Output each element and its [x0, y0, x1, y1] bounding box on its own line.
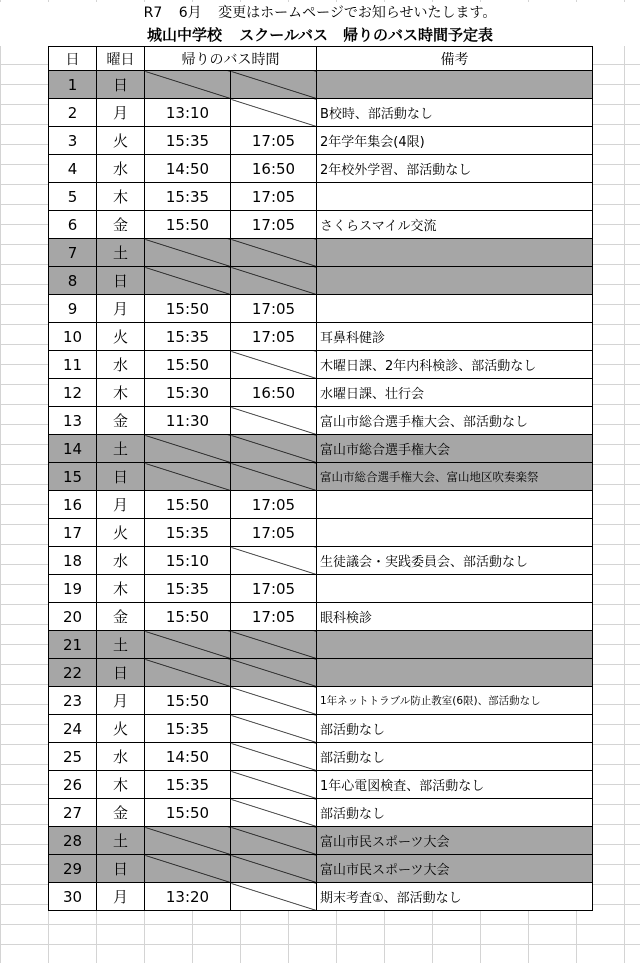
bus-time-1-cell: [145, 827, 231, 855]
bus-time-2-cell: [231, 99, 317, 127]
bus-time-2-cell: [231, 771, 317, 799]
header-notes: 備考: [317, 47, 593, 71]
note-cell: B校時、部活動なし: [317, 99, 593, 127]
weekday-cell: 金: [97, 603, 145, 631]
notice-month: 6月: [178, 5, 202, 21]
note-cell: [317, 575, 593, 603]
table-row: [49, 603, 593, 631]
notice-line: [0, 2, 640, 24]
bus-time-1-cell: 15:50: [145, 687, 231, 715]
day-cell: 21: [49, 631, 97, 659]
table-row: [49, 267, 593, 295]
table-row: [49, 519, 593, 547]
table-row: [49, 575, 593, 603]
bus-time-1-cell: 15:50: [145, 799, 231, 827]
note-cell: 耳鼻科健診: [317, 323, 593, 351]
weekday-cell: 木: [97, 575, 145, 603]
weekday-cell: 水: [97, 351, 145, 379]
bus-time-1-cell: 15:35: [145, 575, 231, 603]
note-cell: 富山市総合選手権大会: [317, 435, 593, 463]
day-cell: 29: [49, 855, 97, 883]
bus-time-1-cell: [145, 659, 231, 687]
bus-time-1-cell: 15:50: [145, 351, 231, 379]
day-cell: 20: [49, 603, 97, 631]
table-row: [49, 323, 593, 351]
table-row: [49, 743, 593, 771]
bus-time-1-cell: 15:35: [145, 323, 231, 351]
bus-time-1-cell: [145, 435, 231, 463]
day-cell: 6: [49, 211, 97, 239]
bus-time-2-cell: [231, 351, 317, 379]
weekday-cell: 土: [97, 435, 145, 463]
note-cell: 2年学年集会(4限): [317, 127, 593, 155]
day-cell: 27: [49, 799, 97, 827]
table-row: [49, 631, 593, 659]
bus-time-2-cell: [231, 631, 317, 659]
note-cell: [317, 659, 593, 687]
weekday-cell: 金: [97, 799, 145, 827]
day-cell: 17: [49, 519, 97, 547]
note-cell: 富山市総合選手権大会、富山地区吹奏楽祭: [317, 463, 593, 491]
bus-time-1-cell: 15:35: [145, 771, 231, 799]
table-row: [49, 155, 593, 183]
page-title: [0, 24, 640, 46]
title-school: 城山中学校: [147, 26, 223, 44]
table-row: [49, 659, 593, 687]
day-cell: 3: [49, 127, 97, 155]
table-row: [49, 183, 593, 211]
table-row: [49, 827, 593, 855]
day-cell: 19: [49, 575, 97, 603]
note-cell: 生徒議会・実践委員会、部活動なし: [317, 547, 593, 575]
bus-time-1-cell: 15:35: [145, 127, 231, 155]
weekday-cell: 月: [97, 491, 145, 519]
bus-time-1-cell: 15:35: [145, 519, 231, 547]
bus-time-2-cell: 17:05: [231, 211, 317, 239]
weekday-cell: 水: [97, 743, 145, 771]
table-row: [49, 99, 593, 127]
weekday-cell: 月: [97, 883, 145, 911]
bus-time-1-cell: [145, 631, 231, 659]
note-cell: 1年ネットトラブル防止教室(6限)、部活動なし: [317, 687, 593, 715]
table-row: [49, 855, 593, 883]
weekday-cell: 水: [97, 155, 145, 183]
bus-time-1-cell: 15:50: [145, 491, 231, 519]
day-cell: 14: [49, 435, 97, 463]
weekday-cell: 土: [97, 631, 145, 659]
bus-time-1-cell: 15:35: [145, 183, 231, 211]
table-row: [49, 883, 593, 911]
note-cell: 木曜日課、2年内科検診、部活動なし: [317, 351, 593, 379]
table-row: [49, 295, 593, 323]
note-cell: 富山市民スポーツ大会: [317, 827, 593, 855]
note-cell: [317, 239, 593, 267]
weekday-cell: 日: [97, 71, 145, 99]
bus-time-1-cell: 15:30: [145, 379, 231, 407]
bus-time-2-cell: [231, 239, 317, 267]
bus-time-2-cell: 17:05: [231, 183, 317, 211]
note-cell: [317, 71, 593, 99]
bus-time-2-cell: 17:05: [231, 127, 317, 155]
table-row: [49, 771, 593, 799]
day-cell: 5: [49, 183, 97, 211]
bus-time-2-cell: [231, 715, 317, 743]
bus-time-1-cell: [145, 267, 231, 295]
day-cell: 16: [49, 491, 97, 519]
table-row: [49, 211, 593, 239]
note-cell: 部活動なし: [317, 715, 593, 743]
bus-time-1-cell: 15:50: [145, 603, 231, 631]
day-cell: 22: [49, 659, 97, 687]
bus-time-2-cell: [231, 267, 317, 295]
bus-time-2-cell: 17:05: [231, 323, 317, 351]
day-cell: 28: [49, 827, 97, 855]
notice-message: 変更はホームページでお知らせいたします。: [218, 5, 497, 21]
day-cell: 4: [49, 155, 97, 183]
bus-time-2-cell: 17:05: [231, 603, 317, 631]
bus-time-1-cell: 11:30: [145, 407, 231, 435]
bus-time-1-cell: [145, 71, 231, 99]
bus-time-1-cell: [145, 463, 231, 491]
bus-time-2-cell: [231, 855, 317, 883]
table-header-row: [49, 47, 593, 71]
table-row: [49, 547, 593, 575]
table-row: [49, 715, 593, 743]
day-cell: 10: [49, 323, 97, 351]
day-cell: 25: [49, 743, 97, 771]
bus-time-1-cell: [145, 855, 231, 883]
day-cell: 1: [49, 71, 97, 99]
bus-time-1-cell: 14:50: [145, 743, 231, 771]
note-cell: [317, 267, 593, 295]
notice-year: R7: [143, 5, 163, 21]
note-cell: 富山市民スポーツ大会: [317, 855, 593, 883]
note-cell: [317, 631, 593, 659]
bus-time-1-cell: 15:50: [145, 295, 231, 323]
weekday-cell: 金: [97, 407, 145, 435]
bus-time-2-cell: [231, 463, 317, 491]
header-weekday: 曜日: [97, 47, 145, 71]
bus-schedule-table: [48, 46, 593, 911]
bus-time-2-cell: [231, 547, 317, 575]
note-cell: [317, 519, 593, 547]
weekday-cell: 木: [97, 183, 145, 211]
bus-time-2-cell: [231, 71, 317, 99]
weekday-cell: 木: [97, 379, 145, 407]
bus-time-2-cell: 16:50: [231, 379, 317, 407]
day-cell: 30: [49, 883, 97, 911]
weekday-cell: 木: [97, 771, 145, 799]
bus-time-2-cell: 16:50: [231, 155, 317, 183]
day-cell: 11: [49, 351, 97, 379]
table-row: [49, 491, 593, 519]
note-cell: さくらスマイル交流: [317, 211, 593, 239]
weekday-cell: 月: [97, 687, 145, 715]
table-row: [49, 463, 593, 491]
table-row: [49, 71, 593, 99]
header-day: 日: [49, 47, 97, 71]
day-cell: 7: [49, 239, 97, 267]
bus-time-2-cell: [231, 687, 317, 715]
weekday-cell: 火: [97, 323, 145, 351]
weekday-cell: 月: [97, 99, 145, 127]
bus-time-1-cell: 13:10: [145, 99, 231, 127]
bus-time-2-cell: [231, 435, 317, 463]
weekday-cell: 水: [97, 547, 145, 575]
day-cell: 23: [49, 687, 97, 715]
weekday-cell: 火: [97, 519, 145, 547]
day-cell: 26: [49, 771, 97, 799]
bus-time-2-cell: 17:05: [231, 575, 317, 603]
weekday-cell: 月: [97, 295, 145, 323]
schedule-body: [49, 71, 593, 911]
table-row: [49, 435, 593, 463]
bus-time-1-cell: 15:35: [145, 715, 231, 743]
weekday-cell: 土: [97, 239, 145, 267]
note-cell: 2年校外学習、部活動なし: [317, 155, 593, 183]
day-cell: 9: [49, 295, 97, 323]
bus-time-2-cell: [231, 743, 317, 771]
weekday-cell: 金: [97, 211, 145, 239]
bus-time-2-cell: 17:05: [231, 491, 317, 519]
bus-time-2-cell: 17:05: [231, 519, 317, 547]
table-row: [49, 127, 593, 155]
note-cell: 部活動なし: [317, 799, 593, 827]
note-cell: 1年心電図検査、部活動なし: [317, 771, 593, 799]
bus-time-1-cell: 14:50: [145, 155, 231, 183]
bus-time-2-cell: [231, 407, 317, 435]
bus-time-2-cell: [231, 799, 317, 827]
day-cell: 2: [49, 99, 97, 127]
note-cell: 部活動なし: [317, 743, 593, 771]
weekday-cell: 日: [97, 659, 145, 687]
weekday-cell: 日: [97, 267, 145, 295]
day-cell: 8: [49, 267, 97, 295]
note-cell: [317, 295, 593, 323]
title-name: スクールバス 帰りのバス時間予定表: [239, 26, 493, 44]
weekday-cell: 火: [97, 127, 145, 155]
bus-time-1-cell: [145, 239, 231, 267]
bus-time-1-cell: 15:50: [145, 211, 231, 239]
bus-time-2-cell: [231, 827, 317, 855]
day-cell: 13: [49, 407, 97, 435]
note-cell: 期末考査①、部活動なし: [317, 883, 593, 911]
table-row: [49, 407, 593, 435]
weekday-cell: 日: [97, 463, 145, 491]
table-row: [49, 351, 593, 379]
table-row: [49, 239, 593, 267]
weekday-cell: 土: [97, 827, 145, 855]
bus-time-1-cell: 15:10: [145, 547, 231, 575]
note-cell: 富山市総合選手権大会、部活動なし: [317, 407, 593, 435]
note-cell: [317, 183, 593, 211]
bus-time-1-cell: 13:20: [145, 883, 231, 911]
day-cell: 18: [49, 547, 97, 575]
note-cell: [317, 491, 593, 519]
weekday-cell: 日: [97, 855, 145, 883]
note-cell: 眼科検診: [317, 603, 593, 631]
day-cell: 24: [49, 715, 97, 743]
table-row: [49, 687, 593, 715]
weekday-cell: 火: [97, 715, 145, 743]
bus-time-2-cell: [231, 659, 317, 687]
note-cell: 水曜日課、壮行会: [317, 379, 593, 407]
table-row: [49, 799, 593, 827]
day-cell: 15: [49, 463, 97, 491]
table-row: [49, 379, 593, 407]
header-bus-times: 帰りのバス時間: [145, 47, 317, 71]
bus-time-2-cell: 17:05: [231, 295, 317, 323]
day-cell: 12: [49, 379, 97, 407]
bus-time-2-cell: [231, 883, 317, 911]
